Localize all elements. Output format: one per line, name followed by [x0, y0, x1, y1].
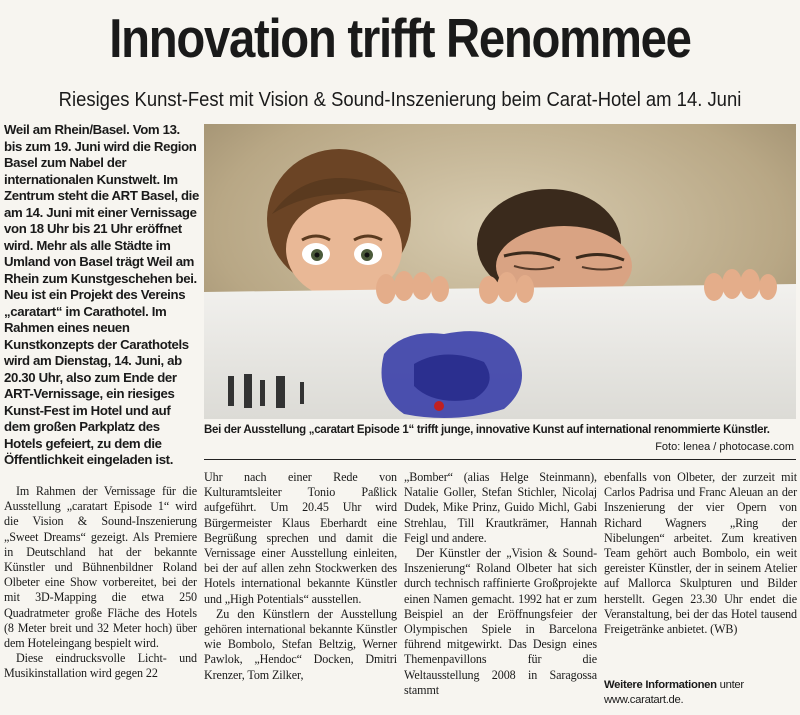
body-paragraph: Uhr nach einer Rede von Kulturamtsleiter Tonio Paßlick aufgeführt. Um 20.45 Uhr wird Bürgermeister Klaus Eberhardt eine Begrüßung sprechen und damit die Vernissage einer Ausstellung einleiten, bei der auf allen zehn Stockwerken des Hotels international bekannte Künstler und „High Potentials“ ausstellen.	[204, 470, 397, 606]
more-info	[604, 678, 798, 708]
subtitle: Riesiges Kunst-Fest mit Vision & Sound-Inszenierung beim Carat-Hotel am 14. Juni	[58, 88, 742, 111]
article-photo	[204, 124, 796, 419]
body-column-2	[204, 470, 397, 683]
body-column-1	[4, 484, 197, 682]
body-column-4	[604, 470, 797, 637]
body-paragraph: ebenfalls von Olbeter, der zurzeit mit Carlos Padrisa und Franc Aleuan an der Inszenierung der vier Opern von Richard Wagners „Ring der Nibelungen“ arbeitet. Zum kreativen Team gehört auch Bombolo, ein weit gereister Künstler, der in seinem Atelier auf Mallorca Skulpturen und Bilder herstellt. Gegen 23.30 Uhr endet die Veranstaltung, bei der das Hotel tausend Freigetränke anbietet. (WB)	[604, 470, 797, 637]
body-paragraph: Im Rahmen der Vernissage für die Ausstellung „caratart Episode 1“ wird die Vision & Sound-Inszenierung „Sweet Dreams“ gezeigt. Als Premiere in Deutschland hat der bekannte Künstler und Bühnenbildner Roland Olbeter eine Show vorbereitet, bei der mit 3D-Mapping die etwa 250 Quadratmeter große Fläche des Hotels (8 Meter breit und 32 Meter hoch) über dem Hoteleingang bespielt wird.	[4, 484, 197, 651]
divider	[204, 459, 796, 460]
body-paragraph: Diese eindrucksvolle Licht- und Musikinstallation wird gegen 22	[4, 651, 197, 681]
photo-illustration	[204, 124, 796, 419]
more-info-link[interactable]: unter www.caratart.de.	[604, 679, 744, 707]
more-info-label: Weitere Informationen	[604, 679, 717, 691]
body-column-3	[404, 470, 597, 698]
headline: Innovation trifft Renommee	[109, 7, 691, 69]
body-paragraph: „Bomber“ (alias Helge Steinmann), Natalie Goller, Stefan Stichler, Nicolaj Dudek, Mike Prinz, Guido Michl, Gabi Strehlau, Till Krautkrämer, Hannah Feigl und andere.	[404, 470, 597, 545]
lead-paragraph: Weil am Rhein/Basel. Vom 13. bis zum 19. Juni wird die Region Basel zum Nabel der internationalen Kunstwelt. Im Zentrum steht die ART Basel, die am 14. Juni mit einer Vernissage von 18 Uhr bis 21 Uhr eröffnet wird. Mehr als alle Städte im Umland von Basel trägt Weil am Rhein zum Kunstgeschehen bei. Neu ist ein Projekt des Vereins „caratart“ im Carathotel. Im Rahmen eines neuen Kunstkonzepts der Carathotels wird am Dienstag, 14. Juni, ab 20.30 Uhr, also zum Ende der ART-Vernissage, ein riesiges Kunst-Fest im Hotel und auf dem großen Parkplatz des Hotels gefeiert, zu dem die Öffentlichkeit eingeladen ist.	[4, 122, 199, 467]
body-paragraph: Der Künstler der „Vision & Sound-Inszenierung“ Roland Olbeter hat sich durch technisch raffinierte Großprojekte einen Namen gemacht. 1992 hat er zum Beispiel an der Eröffnungsfeier der Olympischen Spiele in Barcelona führend mitgewirkt. Das Design eines Themenpavillons für die Weltausstellung 2008 in Saragossa stammt	[404, 546, 597, 697]
photo-credit: Foto: lenea / photocase.com	[655, 441, 794, 453]
photo-caption: Bei der Ausstellung „caratart Episode 1“ trifft junge, innovative Kunst auf international renommierte Künstler.	[204, 424, 770, 436]
body-paragraph: Zu den Künstlern der Ausstellung gehören international bekannte Künstler wie Bombolo, Stefan Beltzig, Werner Pawlok, „Hendoc“ Docken, Dmitri Krenzer, Tom Zilker,	[204, 606, 397, 682]
